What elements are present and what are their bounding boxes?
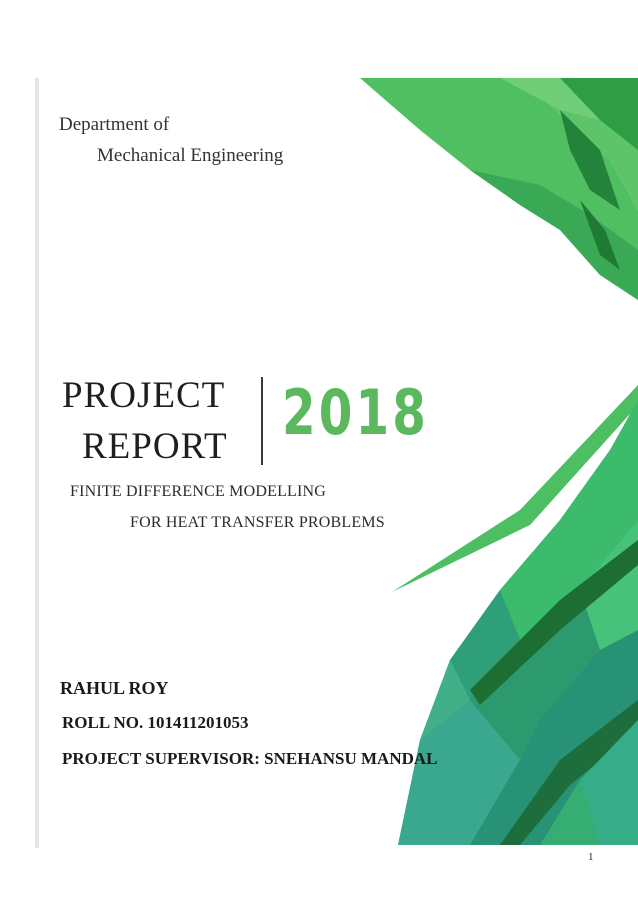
left-margin-rule — [35, 78, 39, 848]
department-line-1: Department of — [59, 114, 170, 135]
title-line-2: REPORT — [82, 426, 228, 467]
title-separator — [261, 377, 263, 465]
bottom-leaf-shape — [398, 400, 638, 845]
author-name: RAHUL ROY — [60, 678, 169, 698]
department-line-2: Mechanical Engineering — [97, 145, 284, 166]
report-year: 2018 — [282, 376, 430, 449]
title-line-1: PROJECT — [62, 375, 226, 416]
top-leaf-shape — [360, 78, 638, 300]
roll-number: ROLL NO. 101411201053 — [62, 713, 249, 732]
page-number: 1 — [588, 851, 594, 863]
subtitle-line-2: FOR HEAT TRANSFER PROBLEMS — [130, 514, 385, 531]
subtitle-line-1: FINITE DIFFERENCE MODELLING — [70, 483, 327, 500]
project-supervisor: PROJECT SUPERVISOR: SNEHANSU MANDAL — [62, 749, 438, 768]
